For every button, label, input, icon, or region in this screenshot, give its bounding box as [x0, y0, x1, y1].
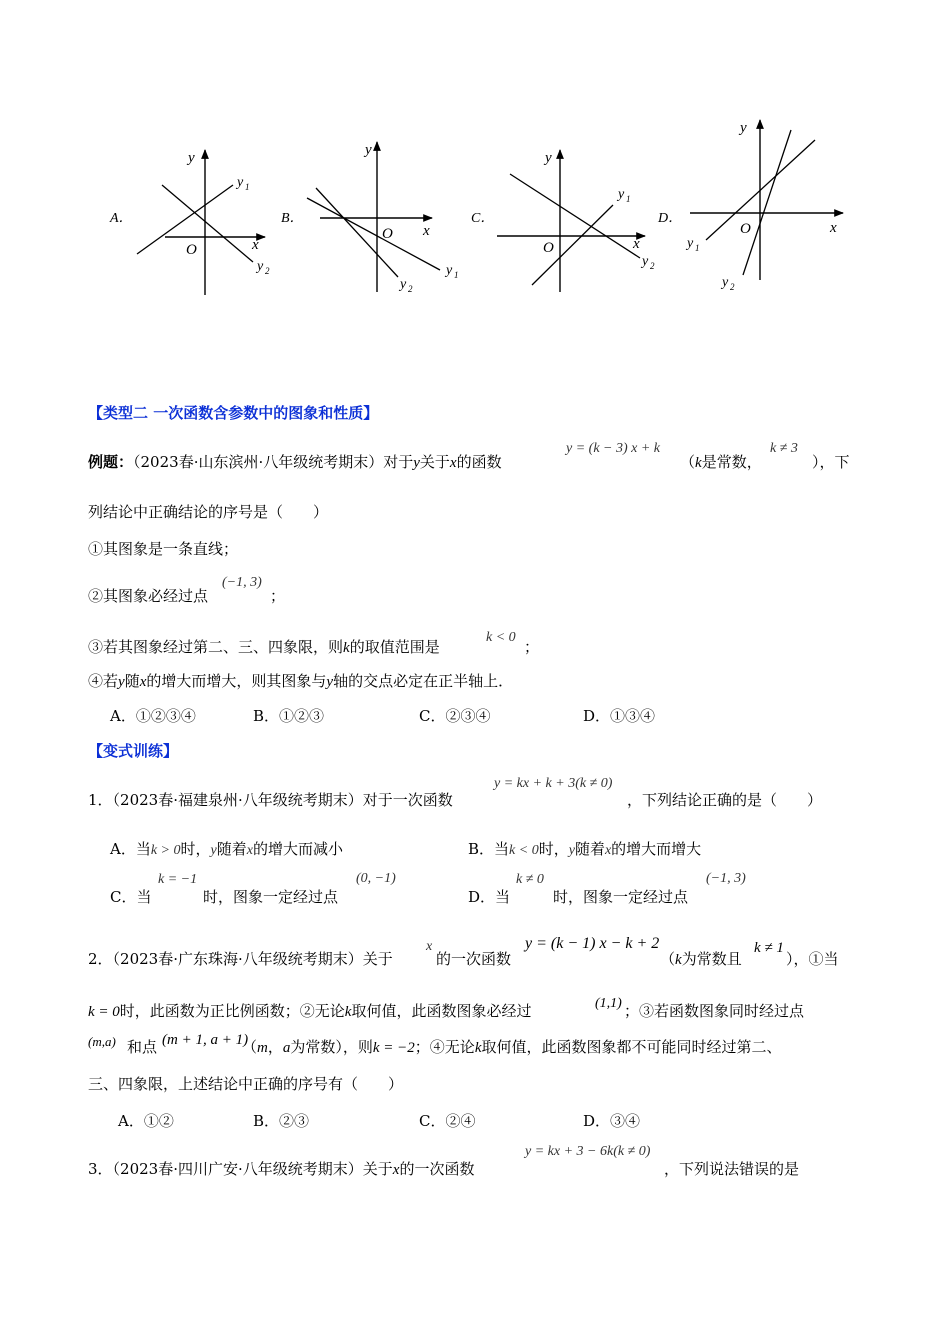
q2-line-2-end: ；③若函数图象同时经过点	[624, 1002, 805, 1020]
q2-option-d[interactable]: D．③④	[583, 1112, 641, 1130]
q1-stem-tail: ，下列结论正确的是（ ）	[627, 791, 823, 809]
svg-text:y: y	[687, 236, 694, 251]
svg-text:2: 2	[730, 282, 735, 292]
graph-a-label: A．	[110, 211, 133, 226]
svg-text:O: O	[186, 242, 197, 258]
example-line-1-end: ），下	[812, 453, 850, 471]
svg-text:y: y	[257, 259, 264, 274]
svg-text:1: 1	[454, 270, 459, 280]
svg-text:y: y	[188, 150, 195, 166]
svg-text:O: O	[740, 221, 751, 237]
example-label: 例题：	[88, 453, 134, 471]
q2-line-1-end: ），①当	[786, 950, 839, 968]
svg-text:2: 2	[650, 261, 655, 271]
graph-d	[657, 120, 843, 292]
q2-line-3-b: （m，a为常数），则k = −2；④无论k取何值，此函数图象都不可能同时经过第二、	[242, 1038, 782, 1056]
example-option-b[interactable]: B．①②③	[253, 707, 325, 725]
q2-point-m1a1: (m + 1, a + 1)	[162, 1032, 249, 1048]
q2-line-1-b: 的一次函数	[436, 950, 512, 968]
svg-text:y: y	[740, 120, 747, 136]
statement-3-cond: k < 0	[486, 630, 516, 645]
q2-line-3: 和点	[127, 1038, 158, 1056]
section-title-type2: 【类型二 一次函数含参数中的图象和性质】	[88, 404, 379, 422]
q3-formula: y = kx + 3 − 6k(k ≠ 0)	[525, 1144, 651, 1159]
example-formula: y = (k − 3) x + k	[566, 441, 661, 456]
q2-var-x: x	[426, 939, 433, 954]
svg-text:y: y	[446, 263, 453, 278]
example-option-a[interactable]: A．①②③④	[110, 707, 196, 725]
graph-b	[281, 142, 459, 294]
q1-option-c-cond: k = −1	[158, 872, 198, 887]
q2-point-ma: (m,a)	[88, 1034, 116, 1049]
svg-text:y: y	[400, 277, 407, 292]
example-line-1-tail: （k是常数，	[680, 453, 762, 471]
graph-c-label: C．	[471, 211, 495, 226]
example-option-c[interactable]: C．②③④	[419, 707, 491, 725]
q1-number: 1．	[88, 791, 113, 809]
svg-text:y: y	[618, 187, 625, 202]
graph-d-label: D．	[658, 211, 683, 226]
svg-text:y: y	[545, 150, 552, 166]
svg-text:y: y	[237, 175, 244, 190]
q2-point-1-1: (1,1)	[595, 996, 622, 1011]
statement-3: ③若其图象经过第二、三、四象限，则k的取值范围是	[88, 638, 440, 656]
svg-text:x: x	[252, 237, 259, 253]
q3-stem-tail: ，下列说法错误的是	[664, 1160, 800, 1178]
q1-stem: 1．（2023春·福建泉州·八年级统考期末）对于一次函数	[88, 791, 453, 809]
svg-text:2: 2	[265, 266, 270, 276]
svg-text:y: y	[642, 254, 649, 269]
example-line-2: 列结论中正确结论的序号是（ ）	[88, 503, 329, 521]
svg-text:1: 1	[245, 182, 250, 192]
svg-text:x: x	[633, 236, 640, 252]
svg-text:O: O	[543, 240, 554, 256]
example-option-d[interactable]: D．①③④	[583, 707, 656, 725]
svg-text:x: x	[830, 220, 837, 236]
q2-option-c[interactable]: C．②④	[419, 1112, 476, 1130]
statement-2: ②其图象必经过点	[88, 587, 209, 605]
q2-number: 2．	[88, 950, 113, 968]
q2-cond: k ≠ 1	[754, 940, 784, 956]
q1-option-c[interactable]: C．当	[110, 888, 152, 906]
q1-option-c-mid: 时，图象一定经过点	[203, 888, 339, 906]
graph-a	[109, 150, 270, 295]
q1-option-d-mid: 时，图象一定经过点	[553, 888, 689, 906]
q1-option-b[interactable]: B．当k < 0时，y随着x的增大而增大	[468, 840, 702, 858]
q1-option-d-cond: k ≠ 0	[516, 872, 544, 887]
q3-number: 3．	[88, 1160, 113, 1178]
statement-2-point: (−1, 3)	[222, 575, 262, 590]
q2-line-1: 2．（2023春·广东珠海·八年级统考期末）关于	[88, 950, 393, 968]
svg-text:y: y	[365, 142, 372, 158]
q1-option-d[interactable]: D．当	[468, 888, 511, 906]
svg-text:1: 1	[626, 194, 631, 204]
q1-option-d-point: (−1, 3)	[706, 871, 746, 886]
statement-3-end: ；	[524, 638, 540, 656]
svg-text:2: 2	[408, 284, 413, 294]
statement-1: ①其图象是一条直线；	[88, 540, 239, 558]
svg-text:O: O	[382, 226, 393, 242]
svg-text:y: y	[722, 275, 729, 290]
statement-4: ④若y随x的增大而增大，则其图象与y轴的交点必定在正半轴上．	[88, 672, 514, 690]
q2-option-a[interactable]: A．①②	[118, 1112, 174, 1130]
q1-option-c-point: (0, −1)	[356, 871, 396, 886]
q2-option-b[interactable]: B．②③	[253, 1112, 310, 1130]
example-line-1: 例题：（2023春·山东滨州·八年级统考期末）对于y关于x的函数	[88, 453, 502, 471]
q2-formula: y = (k − 1) x − k + 2	[525, 935, 660, 952]
q2-line-1-c: （k为常数且	[660, 950, 742, 968]
answer-graphs	[0, 110, 950, 310]
q2-line-2: k = 0时，此函数为正比例函数；②无论k取何值，此函数图象必经过	[88, 1002, 532, 1020]
q1-formula: y = kx + k + 3(k ≠ 0)	[494, 776, 613, 791]
section-title-practice: 【变式训练】	[88, 742, 179, 760]
example-cond: k ≠ 3	[770, 441, 798, 456]
graph-c	[471, 150, 655, 292]
statement-2-end: ；	[270, 587, 286, 605]
svg-text:x: x	[423, 223, 430, 239]
graph-b-label: B．	[281, 211, 304, 226]
q2-line-4: 三、四象限，上述结论中正确的序号有（ ）	[88, 1075, 404, 1093]
q3-stem: 3．（2023春·四川广安·八年级统考期末）关于x的一次函数	[88, 1160, 475, 1178]
q1-option-a[interactable]: A．当k > 0时，y随着x的增大而减小	[110, 840, 343, 858]
svg-text:1: 1	[695, 243, 700, 253]
